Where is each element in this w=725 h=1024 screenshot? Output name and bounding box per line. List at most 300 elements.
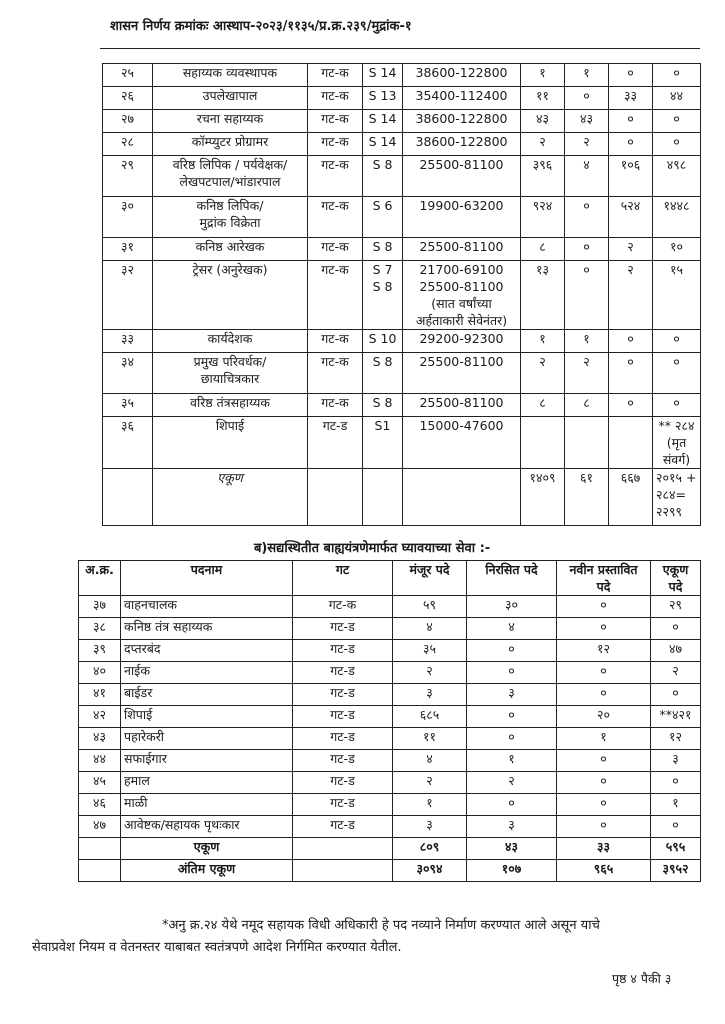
group: [293, 640, 393, 662]
row-no: [103, 417, 153, 469]
row-no: [79, 794, 121, 816]
new-posts-line: ०: [600, 751, 607, 766]
table-row: [103, 394, 701, 417]
post-name: [153, 394, 308, 417]
sanctioned: [521, 353, 565, 394]
row-no: [103, 261, 153, 330]
final-total-row-abolished: [467, 860, 557, 882]
post-name-line: सफाईगार: [124, 751, 167, 766]
total-row: [79, 838, 701, 860]
total-posts-line: ४४: [669, 88, 683, 103]
row-no-line: ३२: [120, 262, 134, 277]
row-no-line: ४१: [92, 685, 106, 700]
new-posts: [557, 640, 651, 662]
abolished-line: ३: [508, 685, 515, 700]
post-name: [153, 417, 308, 469]
total-empty: [363, 469, 403, 526]
total-posts: [653, 238, 701, 261]
final-total-row-new-line: ९६५: [593, 861, 614, 876]
group-line: गट-ड: [330, 817, 355, 832]
sanctioned: [521, 197, 565, 238]
new-posts: [557, 596, 651, 618]
post-name: [153, 64, 308, 87]
post-name: [121, 618, 293, 640]
row-no: [103, 87, 153, 110]
pay-scale-line: S 8: [372, 395, 393, 410]
abolished-line: ०: [508, 663, 515, 678]
new-posts: [609, 238, 653, 261]
total-posts-line: ०: [673, 65, 680, 80]
new-posts-line: ०: [627, 111, 634, 126]
total-empty: [308, 469, 363, 526]
group-line: गट-क: [321, 65, 349, 80]
sanctioned: [393, 662, 467, 684]
header-total: [651, 561, 701, 596]
table-row: [79, 816, 701, 838]
total-row-total-line: ५९५: [665, 839, 686, 854]
total-sanctioned-line: १४०९: [529, 470, 556, 485]
total-posts-line: ०: [673, 395, 680, 410]
pay-scale-line: S 6: [372, 198, 393, 213]
pay-band-line: 25500-81100: [419, 354, 504, 369]
post-name-line: ट्रेसर (अनुरेखक): [192, 262, 268, 277]
sanctioned-line: १: [426, 795, 433, 810]
group: [293, 794, 393, 816]
abolished-line: १: [508, 751, 515, 766]
total-row-new-line: ३३: [596, 839, 610, 854]
total-posts-line: ४९८: [666, 157, 687, 172]
pay-band-line: 25500-81100: [419, 157, 504, 172]
row-no: [103, 133, 153, 156]
final-total-row-sanctioned-line: ३०९४: [416, 861, 443, 876]
new-posts: [609, 64, 653, 87]
final-total-row-abolished-line: १०७: [501, 861, 522, 876]
total-posts: [651, 772, 701, 794]
new-posts: [609, 394, 653, 417]
pay-scale: [363, 197, 403, 238]
pay-scale-line: S1: [374, 418, 391, 433]
header-no: अ.क्र.: [79, 561, 121, 596]
pay-band: [403, 330, 521, 353]
sanctioned: [521, 238, 565, 261]
total-posts-line: १५: [669, 262, 683, 277]
group-line: गट-क: [321, 262, 349, 277]
new-posts-line: ०: [600, 817, 607, 832]
post-name-line: शिपाई: [215, 418, 245, 433]
new-posts: [557, 728, 651, 750]
pay-scale: [363, 133, 403, 156]
group-line: गट-क: [321, 157, 349, 172]
sanctioned: [393, 618, 467, 640]
section-b-title: ब)सद्यस्थितीत बाह्ययंत्रणेमार्फत घ्यावयाच्या सेवा :-: [254, 541, 491, 556]
row-no: [79, 706, 121, 728]
table-row: [103, 64, 701, 87]
new-posts: [609, 353, 653, 394]
total-label: एकूण: [153, 469, 308, 526]
post-name-line: दप्तरबंद: [124, 641, 161, 656]
row-no-line: ३८: [92, 619, 106, 634]
abolished-line: ४: [583, 157, 590, 172]
sanctioned: [393, 816, 467, 838]
pay-band: [403, 238, 521, 261]
abolished-line: ०: [508, 641, 515, 656]
group-line: गट-ड: [330, 751, 355, 766]
new-posts-line: ०: [627, 354, 634, 369]
row-no-line: ३६: [120, 418, 134, 433]
pay-band: [403, 197, 521, 238]
post-name-line: आवेष्टक/सहायक पृथःकार: [124, 817, 240, 832]
final-total-row-sanctioned: [393, 860, 467, 882]
abolished: [565, 110, 609, 133]
post-name-line: हमाल: [124, 773, 150, 788]
header-abolished: निरसित पदे: [467, 561, 557, 596]
total-posts: [651, 794, 701, 816]
total-posts-line: ०: [673, 111, 680, 126]
abolished-line: ३: [508, 817, 515, 832]
sanctioned-line: २: [539, 354, 546, 369]
pay-band: [403, 353, 521, 394]
table-row: [103, 133, 701, 156]
pay-scale: [363, 64, 403, 87]
group: [308, 133, 363, 156]
total-posts: [651, 816, 701, 838]
total-row-sanctioned-line: ८०९: [419, 839, 440, 854]
post-name: [153, 353, 308, 394]
row-no: [103, 110, 153, 133]
row-no-line: ३४: [120, 354, 134, 369]
table-row: [103, 353, 701, 394]
total-posts: [651, 684, 701, 706]
abolished-line: ०: [508, 707, 515, 722]
grand-total-line: २०१५ +: [656, 470, 697, 485]
total-row-label: एकूण: [121, 838, 293, 860]
abolished-line: ०: [583, 239, 590, 254]
row-no: [103, 330, 153, 353]
pay-band: [403, 110, 521, 133]
abolished-line: ०: [583, 262, 590, 277]
total-empty: [403, 469, 521, 526]
row-no: [79, 750, 121, 772]
abolished-line: ०: [508, 729, 515, 744]
sanctioned-line: ४३: [535, 111, 549, 126]
total-row: [103, 469, 701, 526]
new-posts-line: ०: [627, 65, 634, 80]
post-name-line: रचना सहाय्यक: [196, 111, 264, 126]
sanctioned-line: ११: [422, 729, 436, 744]
sanctioned-line: ४: [426, 619, 433, 634]
post-name-line: कॉम्प्युटर प्रोग्रामर: [191, 134, 269, 149]
total-posts: [653, 156, 701, 197]
row-no-line: २५: [120, 65, 134, 80]
post-name-line: पहारेकरी: [124, 729, 165, 744]
pay-band-line: 38600-122800: [415, 111, 508, 126]
post-name: [121, 772, 293, 794]
abolished: [467, 750, 557, 772]
header-new: [557, 561, 651, 596]
header-new-line2: पदे: [596, 579, 611, 594]
sanctioned: [393, 706, 467, 728]
table-row: [103, 110, 701, 133]
row-no: [79, 640, 121, 662]
post-name-line: छायाचित्रकार: [200, 371, 260, 386]
abolished-line: १: [583, 331, 590, 346]
post-name-line: वरिष्ठ तंत्रसहाय्यक: [190, 395, 270, 410]
post-name-line: मुद्रांक विक्रेता: [199, 215, 261, 230]
abolished-line: २: [583, 134, 590, 149]
new-posts-line: ०: [627, 395, 634, 410]
post-name: [153, 261, 308, 330]
document-header: शासन निर्णय क्रमांकः आस्थाप-२०२३/११३५/प्र.क्र.२३९/मुद्रांक-१: [110, 19, 412, 34]
group-line: गट-क: [321, 88, 349, 103]
abolished: [467, 662, 557, 684]
new-posts-line: ०: [600, 773, 607, 788]
abolished-line: १: [583, 65, 590, 80]
group-line: गट-ड: [330, 773, 355, 788]
group-line: गट-क: [321, 239, 349, 254]
sanctioned: [393, 772, 467, 794]
pay-scale-line: S 8: [372, 157, 393, 172]
row-no-line: ३७: [92, 597, 106, 612]
pay-scale: [363, 353, 403, 394]
sanctioned: [393, 596, 467, 618]
group: [308, 197, 363, 238]
new-posts: [557, 662, 651, 684]
sanctioned: [521, 133, 565, 156]
pay-band-line: 15000-47600: [419, 418, 504, 433]
pay-scale: [363, 156, 403, 197]
group: [293, 618, 393, 640]
new-posts: [557, 706, 651, 728]
total-posts: [653, 133, 701, 156]
post-name-line: वरिष्ठ लिपिक / पर्यवेक्षक/: [172, 157, 288, 172]
pay-band-line: (सात वर्षांच्या: [431, 296, 492, 311]
sanctioned: [393, 750, 467, 772]
abolished-line: ८: [583, 395, 590, 410]
sanctioned-line: ६८५: [419, 707, 440, 722]
pay-scale-line: S 8: [372, 354, 393, 369]
total-new: [609, 469, 653, 526]
row-no-line: ३१: [120, 239, 134, 254]
total-posts: [651, 618, 701, 640]
group-line: गट-क: [321, 395, 349, 410]
post-name: [121, 596, 293, 618]
group-line: गट-ड: [330, 663, 355, 678]
sanctioned-line: १: [539, 65, 546, 80]
row-no-line: २६: [120, 88, 134, 103]
abolished: [467, 772, 557, 794]
sanctioned: [521, 110, 565, 133]
new-posts: [609, 87, 653, 110]
abolished-line: २: [508, 773, 515, 788]
abolished: [565, 353, 609, 394]
row-no: [79, 684, 121, 706]
new-posts: [557, 772, 651, 794]
sanctioned: [393, 640, 467, 662]
pay-scale-line: S 14: [368, 134, 397, 149]
post-name-line: शिपाई: [124, 707, 153, 722]
row-no-line: ४६: [92, 795, 106, 810]
group: [293, 728, 393, 750]
total-abolished-line: ६१: [579, 470, 593, 485]
group: [308, 417, 363, 469]
pay-band-line: 25500-81100: [419, 239, 504, 254]
total-posts: [651, 596, 701, 618]
row-no: [79, 816, 121, 838]
new-posts: [609, 156, 653, 197]
abolished-line: ४: [508, 619, 515, 634]
total-posts-line: (मृत संवर्ग): [662, 435, 691, 467]
row-no-line: ४५: [92, 773, 106, 788]
pay-band: [403, 133, 521, 156]
pay-band-line: 19900-63200: [419, 198, 504, 213]
post-name-line: कार्यदेशक: [207, 331, 253, 346]
new-posts-line: ०: [600, 795, 607, 810]
sanctioned-line: ३: [426, 685, 433, 700]
pay-band: [403, 417, 521, 469]
sanctioned-line: ३५: [422, 641, 436, 656]
total-posts-line: १४४८: [663, 198, 690, 213]
final-total-row-total: [651, 860, 701, 882]
final-total-row: [79, 860, 701, 882]
total-posts: [651, 728, 701, 750]
abolished: [467, 684, 557, 706]
row-no: [79, 596, 121, 618]
row-no: [103, 353, 153, 394]
pay-scale-line: S 10: [368, 331, 397, 346]
total-posts-line: २: [672, 663, 679, 678]
total-row-abolished: [467, 838, 557, 860]
post-name-line: उपलेखापाल: [202, 88, 258, 103]
sanctioned: [393, 728, 467, 750]
new-posts: [609, 330, 653, 353]
abolished-line: ४३: [579, 111, 593, 126]
abolished: [467, 794, 557, 816]
new-posts-line: ३३: [623, 88, 637, 103]
group-line: गट-ड: [330, 729, 355, 744]
total-abolished: [565, 469, 609, 526]
post-name: [121, 640, 293, 662]
table-row: [79, 640, 701, 662]
final-total-row-total-line: ३९५२: [662, 861, 689, 876]
new-posts: [557, 684, 651, 706]
post-name-line: कनिष्ठ तंत्र सहाय्यक: [124, 619, 213, 634]
group-line: गट-ड: [330, 641, 355, 656]
group-line: गट-ड: [330, 619, 355, 634]
new-posts-line: ०: [600, 663, 607, 678]
table-row: [103, 197, 701, 238]
total-posts-line: ४७: [668, 641, 682, 656]
total-posts: [651, 662, 701, 684]
header-post: पदनाम: [121, 561, 293, 596]
sanctioned: [521, 64, 565, 87]
total-posts-line: ३: [672, 751, 679, 766]
table-row: [79, 706, 701, 728]
row-no-line: ३३: [120, 331, 134, 346]
final-total-row-label: अंतिम एकूण: [121, 860, 293, 882]
pay-band-line: 25500-81100: [419, 279, 504, 294]
total-row-empty: [293, 838, 393, 860]
new-posts-line: ०: [600, 619, 607, 634]
table-row: [79, 794, 701, 816]
table-row: [103, 417, 701, 469]
row-no-line: ४०: [92, 663, 106, 678]
total-posts-line: १२: [668, 729, 682, 744]
row-no: [79, 618, 121, 640]
table-row: [79, 684, 701, 706]
post-name-line: बाईडर: [124, 685, 153, 700]
total-empty: [103, 469, 153, 526]
pay-band-line: 38600-122800: [415, 134, 508, 149]
total-posts-line: १: [672, 795, 679, 810]
group-line: गट-ड: [330, 795, 355, 810]
pay-scale-line: S 8: [372, 279, 393, 294]
sanctioned: [521, 156, 565, 197]
abolished: [565, 394, 609, 417]
sanctioned-line: २: [426, 663, 433, 678]
new-posts-line: २: [627, 239, 634, 254]
group-line: गट-क: [321, 331, 349, 346]
post-name: [153, 110, 308, 133]
group-line: गट-क: [328, 597, 357, 612]
total-posts: [653, 261, 701, 330]
post-name: [121, 684, 293, 706]
group: [308, 353, 363, 394]
pay-band: [403, 394, 521, 417]
pay-scale-line: S 14: [368, 111, 397, 126]
sanctioned: [521, 87, 565, 110]
abolished: [467, 596, 557, 618]
group-line: गट-क: [321, 198, 349, 213]
grand-total: [653, 469, 701, 526]
total-posts-line: ०: [672, 817, 679, 832]
grand-total-line: २२९९: [656, 504, 683, 519]
post-name: [121, 662, 293, 684]
group: [293, 596, 393, 618]
abolished: [565, 417, 609, 469]
sanctioned-line: ३९६: [532, 157, 553, 172]
row-no-line: २७: [120, 111, 134, 126]
total-posts: [651, 640, 701, 662]
table-row: [79, 596, 701, 618]
total-row-total: [651, 838, 701, 860]
total-posts: [653, 330, 701, 353]
row-no-line: ३५: [120, 395, 134, 410]
table-row: [103, 261, 701, 330]
row-no: [103, 238, 153, 261]
abolished: [565, 133, 609, 156]
total-posts-line: १०: [669, 239, 683, 254]
row-no: [79, 772, 121, 794]
row-no: [103, 394, 153, 417]
table-row: [79, 750, 701, 772]
abolished: [565, 261, 609, 330]
new-posts-line: ५२४: [620, 198, 641, 213]
table-row: [103, 156, 701, 197]
row-no-line: ३९: [92, 641, 106, 656]
sanctioned-line: ३: [426, 817, 433, 832]
abolished-line: ३०: [504, 597, 518, 612]
pay-scale-line: S 13: [368, 88, 397, 103]
pay-band-line: 38600-122800: [415, 65, 508, 80]
final-total-row-empty: [79, 860, 121, 882]
row-no-line: २८: [120, 134, 134, 149]
group: [293, 706, 393, 728]
row-no-line: ४३: [92, 729, 106, 744]
post-name-line: सहाय्यक व्यवस्थापक: [182, 65, 278, 80]
sanctioned: [393, 684, 467, 706]
row-no: [103, 64, 153, 87]
new-posts: [557, 794, 651, 816]
